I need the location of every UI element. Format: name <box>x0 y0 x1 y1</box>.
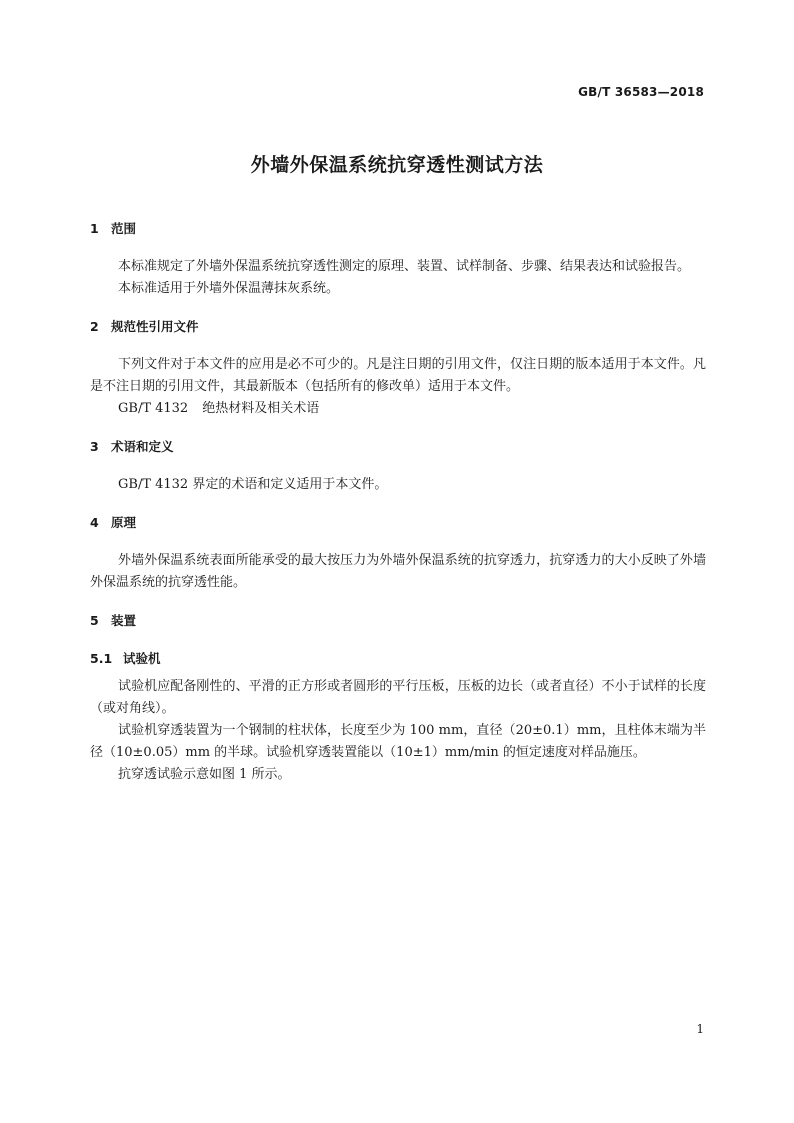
section-number: 5 <box>90 613 99 628</box>
section-heading-terms-definitions <box>90 436 706 458</box>
reference-title: 绝热材料及相关术语 <box>202 401 320 416</box>
section-heading-principle <box>90 512 706 534</box>
page-number: 1 <box>696 1022 704 1036</box>
subsection-number: 5.1 <box>90 651 113 666</box>
document-title: 外墙外保温系统抗穿透性测试方法 <box>250 154 544 176</box>
paragraph: 本标准适用于外墙外保温薄抹灰系统。 <box>118 281 340 296</box>
reference-code: GB/T 4132 <box>118 401 189 416</box>
section-number: 3 <box>90 439 99 454</box>
document-body <box>90 218 706 786</box>
subsection-heading-testing-machine <box>90 648 706 670</box>
section-number: 4 <box>90 515 99 530</box>
section-title: 装置 <box>111 613 137 628</box>
reference-entry <box>90 398 706 420</box>
section-number: 1 <box>90 221 99 236</box>
section-title: 原理 <box>111 515 137 530</box>
section-title: 术语和定义 <box>111 439 174 454</box>
section-number: 2 <box>90 319 99 334</box>
section-heading-apparatus <box>90 610 706 632</box>
section-title: 规范性引用文件 <box>111 319 199 334</box>
paragraph: 本标准规定了外墙外保温系统抗穿透性测定的原理、装置、试样制备、步骤、结果表达和试验报告。 <box>118 259 691 274</box>
paragraph: 下列文件对于本文件的应用是必不可少的。凡是注日期的引用文件，仅注日期的版本适用于本文件。凡是不注日期的引用文件，其最新版本（包括所有的修改单）适用于本文件。 <box>90 357 706 394</box>
section-heading-scope <box>90 218 706 240</box>
section-title: 范围 <box>111 221 137 236</box>
section-heading-normative-references <box>90 316 706 338</box>
paragraph: 试验机应配备刚性的、平滑的正方形或者圆形的平行压板，压板的边长（或者直径）不小于试样的长度（或对角线）。 <box>90 679 706 716</box>
paragraph: 抗穿透试验示意如图 1 所示。 <box>118 767 291 782</box>
paragraph: 试验机穿透装置为一个钢制的柱状体，长度至少为 100 mm，直径（20±0.1）mm，且柱体末端为半径（10±0.05）mm 的半球。试验机穿透装置能以（10±1）mm/min 的恒定速度对样品施压。 <box>90 723 706 760</box>
standard-code: GB/T 36583—2018 <box>578 85 704 99</box>
paragraph: 外墙外保温系统表面所能承受的最大按压力为外墙外保温系统的抗穿透力，抗穿透力的大小反映了外墙外保温系统的抗穿透性能。 <box>90 553 706 590</box>
subsection-title: 试验机 <box>123 651 161 666</box>
paragraph: GB/T 4132 界定的术语和定义适用于本文件。 <box>118 477 388 492</box>
